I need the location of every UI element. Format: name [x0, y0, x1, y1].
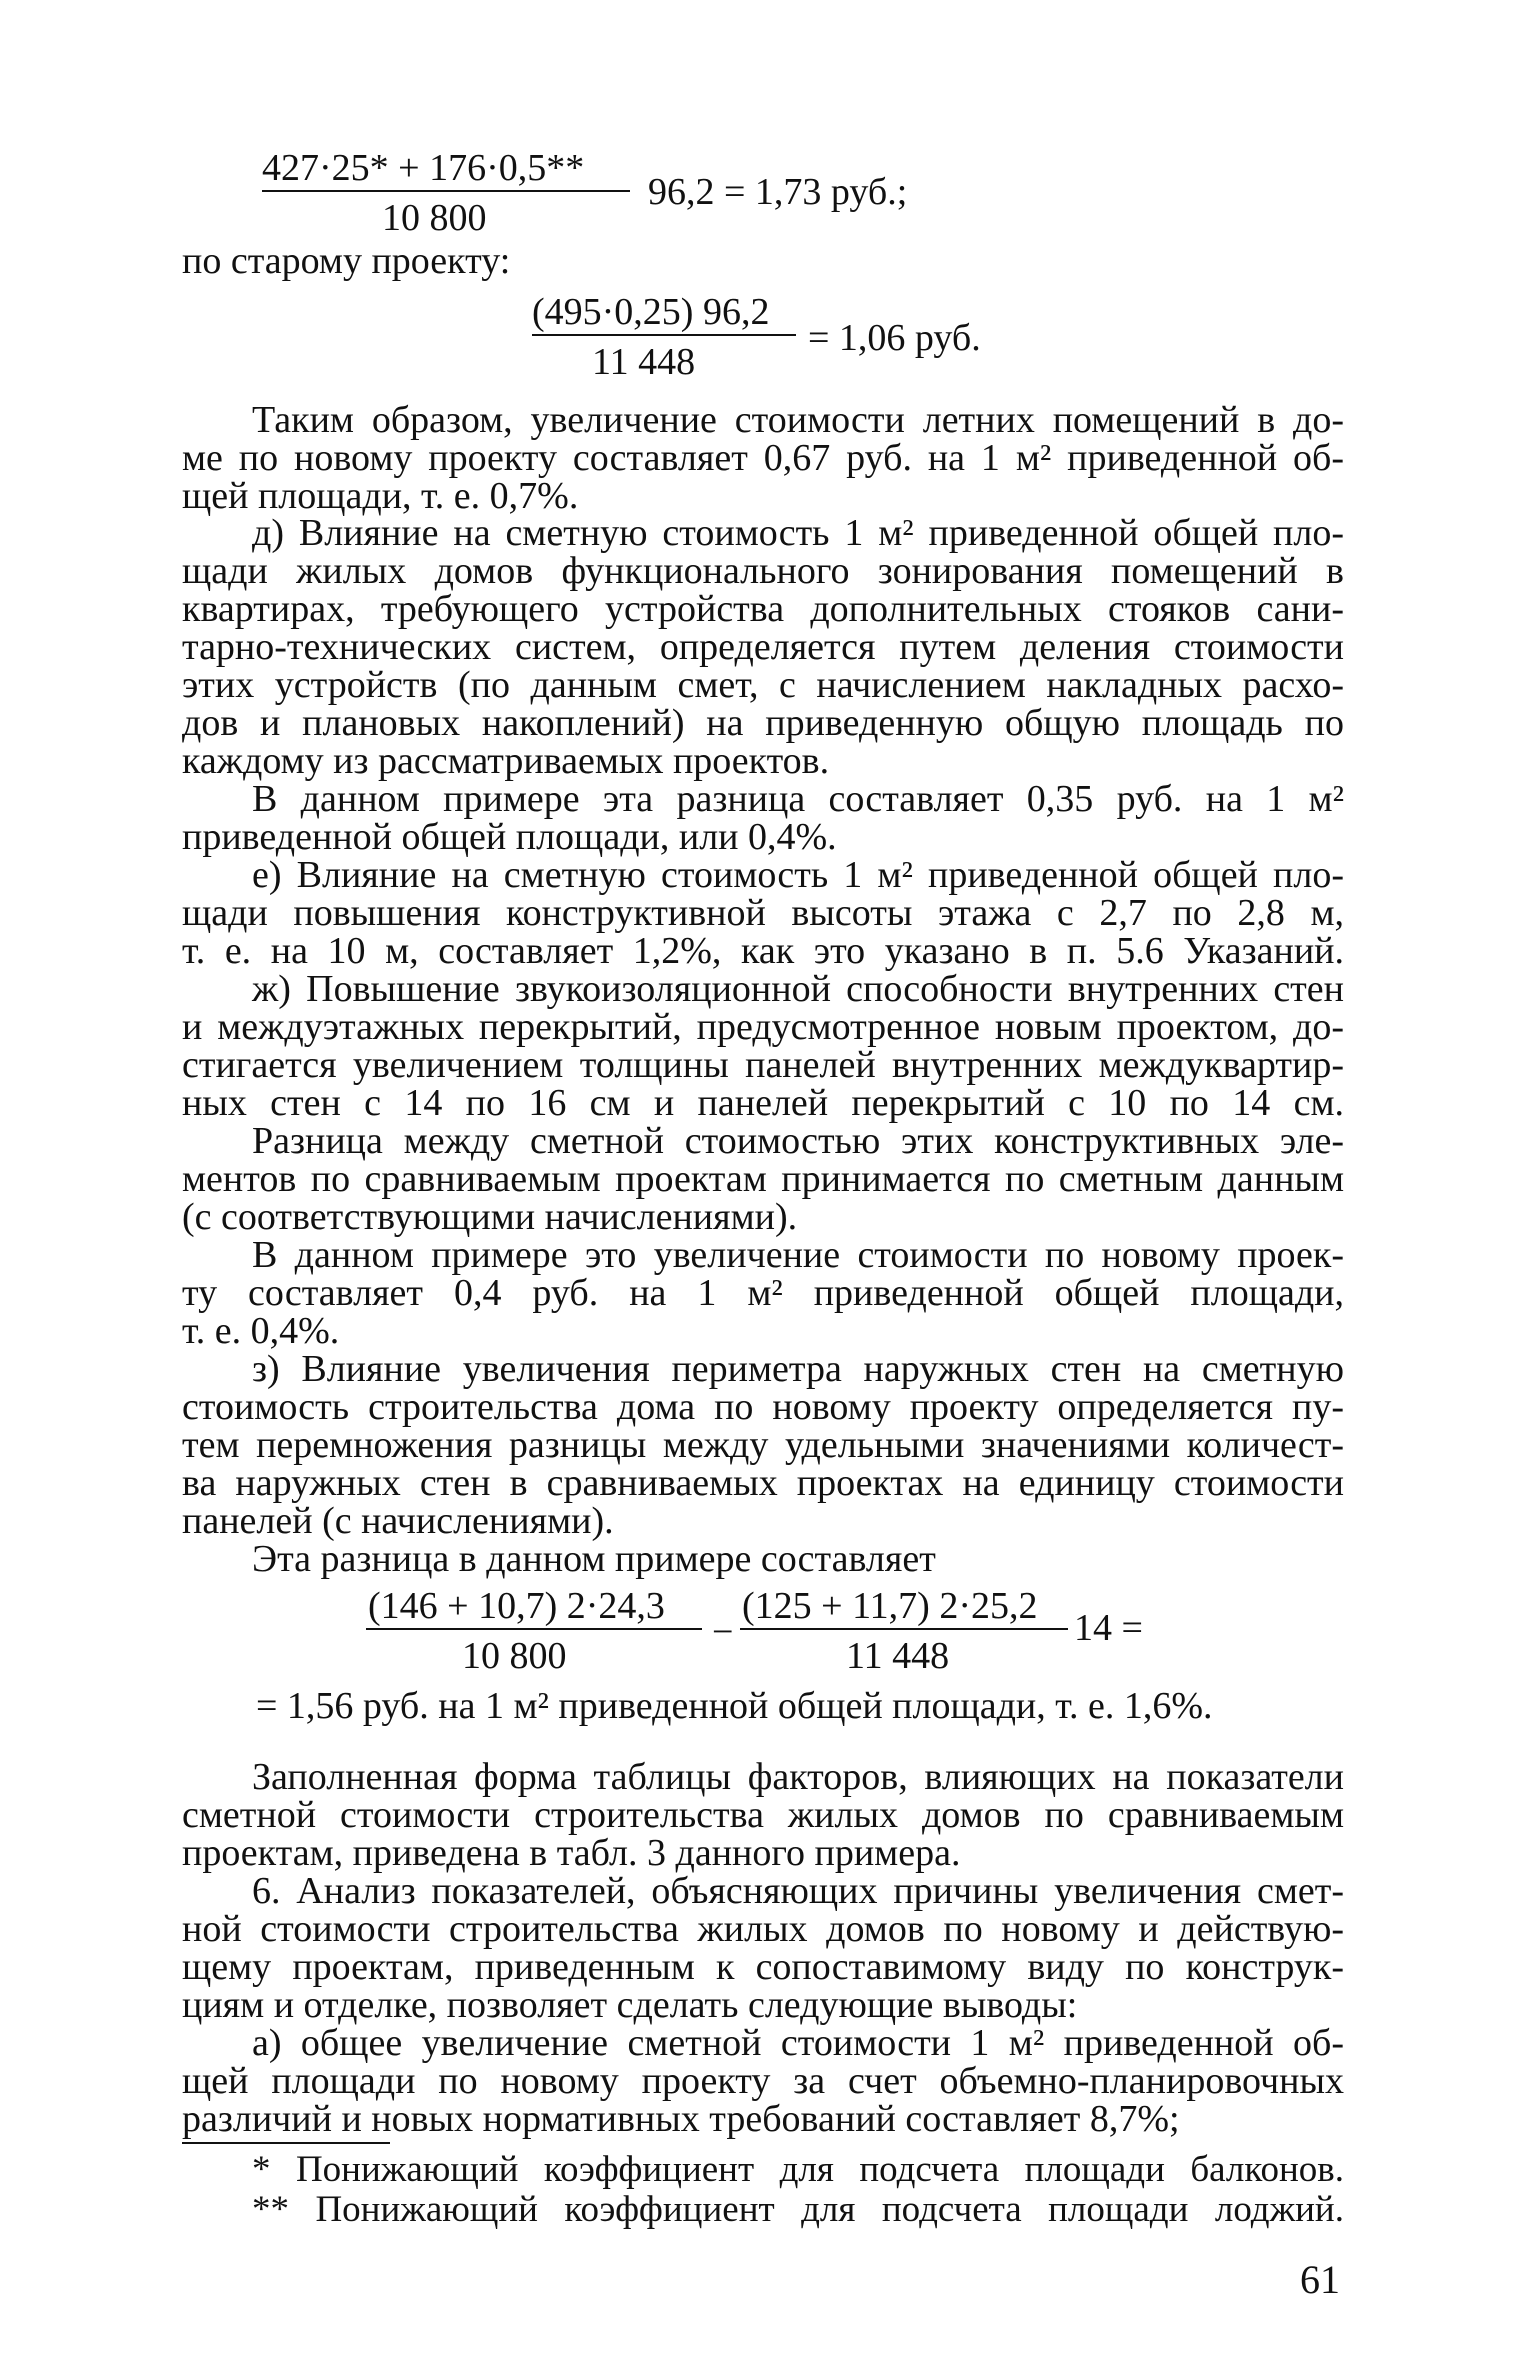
- text-line: приведенной общей площади, или 0,4%.: [182, 816, 837, 858]
- text-line: В данном примере это увеличение стоимости по новому проек-: [252, 1234, 1344, 1276]
- formula-3-denominator-2: 11 448: [846, 1635, 950, 1677]
- text-line: (с соответствующими начислениями).: [182, 1196, 798, 1238]
- text-line: Таким образом, увеличение стоимости летних помещений в до-: [252, 399, 1344, 441]
- text-line: з) Влияние увеличения периметра наружных стен на сметную: [252, 1348, 1344, 1390]
- text-line: щади повышения конструктивной высоты этажа с 2,7 по 2,8 м,: [182, 892, 1344, 934]
- text-line: т. е. на 10 м, составляет 1,2%, как это указано в п. 5.6 Указаний.: [182, 930, 1344, 972]
- text-line: 6. Анализ показателей, объясняющих причины увеличения смет-: [252, 1870, 1344, 1912]
- text-line: щему проектам, приведенным к сопоставимому виду по конструк-: [182, 1946, 1344, 1988]
- text-line: В данном примере эта разница составляет 0,35 руб. на 1 м²: [252, 778, 1344, 820]
- text-line: ной стоимости строительства жилых домов по новому и действую-: [182, 1908, 1344, 1950]
- text-line: различий и новых нормативных требований составляет 8,7%;: [182, 2098, 1180, 2140]
- text-line: квартирах, требующего устройства дополнительных стояков сани-: [182, 588, 1344, 630]
- formula-3-numerator-1: (146 + 10,7) 2·24,3: [368, 1585, 665, 1627]
- formula-intro: по старому проекту:: [182, 240, 511, 282]
- footnote-separator: [182, 2142, 390, 2144]
- text-line: ту составляет 0,4 руб. на 1 м² приведенной общей площади,: [182, 1272, 1344, 1314]
- formula-3-minus: −: [712, 1611, 734, 1653]
- formula-3-numerator-2: (125 + 11,7) 2·25,2: [742, 1585, 1038, 1627]
- text-line: д) Влияние на сметную стоимость 1 м² приведенной общей пло-: [252, 512, 1344, 554]
- text-line: т. е. 0,4%.: [182, 1310, 340, 1352]
- text-line: а) общее увеличение сметной стоимости 1 м² приведенной об-: [252, 2022, 1344, 2064]
- text-line: ментов по сравниваемым проектам принимается по сметным данным: [182, 1158, 1344, 1200]
- text-line: циям и отделке, позволяет сделать следующие выводы:: [182, 1984, 1078, 2026]
- text-line: панелей (с начислениями).: [182, 1500, 614, 1542]
- formula-1-denominator: 10 800: [382, 197, 487, 239]
- text-line: е) Влияние на сметную стоимость 1 м² приведенной общей пло-: [252, 854, 1344, 896]
- formula-2-result: = 1,06 руб.: [808, 317, 981, 359]
- text-line: Эта разница в данном примере составляет: [252, 1538, 936, 1580]
- text-line: сметной стоимости строительства жилых домов по сравниваемым: [182, 1794, 1344, 1836]
- text-line: щади жилых домов функционального зонирования помещений в: [182, 550, 1344, 592]
- text-line: и междуэтажных перекрытий, предусмотренное новым проектом, до-: [182, 1006, 1344, 1048]
- text-line: ных стен с 14 по 16 см и панелей перекрытий с 10 по 14 см.: [182, 1082, 1344, 1124]
- formula-2-fraction-bar: [532, 334, 796, 336]
- text-line: щей площади, т. е. 0,7%.: [182, 475, 579, 517]
- formula-3-result: 14 =: [1074, 1607, 1143, 1649]
- footnote-2: ** Понижающий коэффициент для подсчета площади лоджий.: [252, 2189, 1344, 2230]
- formula-1-numerator: 427·25* + 176·0,5**: [262, 147, 585, 189]
- formula-3-conclusion: = 1,56 руб. на 1 м² приведенной общей площади, т. е. 1,6%.: [256, 1685, 1213, 1727]
- text-line: ж) Повышение звукоизоляционной способности внутренних стен: [252, 968, 1344, 1010]
- text-line: Разница между сметной стоимостью этих конструктивных эле-: [252, 1120, 1344, 1162]
- formula-3-fraction-bar-2: [740, 1628, 1068, 1630]
- text-line: проектам, приведена в табл. 3 данного примера.: [182, 1832, 961, 1874]
- formula-3-fraction-bar-1: [366, 1628, 702, 1630]
- formula-3-denominator-1: 10 800: [462, 1635, 567, 1677]
- page-number: 61: [1300, 2257, 1340, 2302]
- text-line: ме по новому проекту составляет 0,67 руб. на 1 м² приведенной об-: [182, 437, 1344, 479]
- formula-1-fraction-bar: [262, 190, 630, 192]
- text-line: стигается увеличением толщины панелей внутренних междуквартир-: [182, 1044, 1344, 1086]
- text-line: тарно-технических систем, определяется путем деления стоимости: [182, 626, 1344, 668]
- text-line: ва наружных стен в сравниваемых проектах на единицу стоимости: [182, 1462, 1344, 1504]
- formula-1-result: 96,2 = 1,73 руб.;: [648, 171, 908, 213]
- text-line: тем перемножения разницы между удельными значениями количест-: [182, 1424, 1344, 1466]
- footnote-1: * Понижающий коэффициент для подсчета площади балконов.: [252, 2149, 1344, 2190]
- text-line: этих устройств (по данным смет, с начислением накладных расхо-: [182, 664, 1344, 706]
- formula-2-denominator: 11 448: [592, 341, 696, 383]
- text-line: Заполненная форма таблицы факторов, влияющих на показатели: [252, 1756, 1344, 1798]
- formula-2-numerator: (495·0,25) 96,2: [532, 291, 770, 333]
- text-line: стоимость строительства дома по новому проекту определяется пу-: [182, 1386, 1344, 1428]
- text-line: каждому из рассматриваемых проектов.: [182, 740, 830, 782]
- text-line: дов и плановых накоплений) на приведенную общую площадь по: [182, 702, 1344, 744]
- text-line: щей площади по новому проекту за счет объемно-планировочных: [182, 2060, 1344, 2102]
